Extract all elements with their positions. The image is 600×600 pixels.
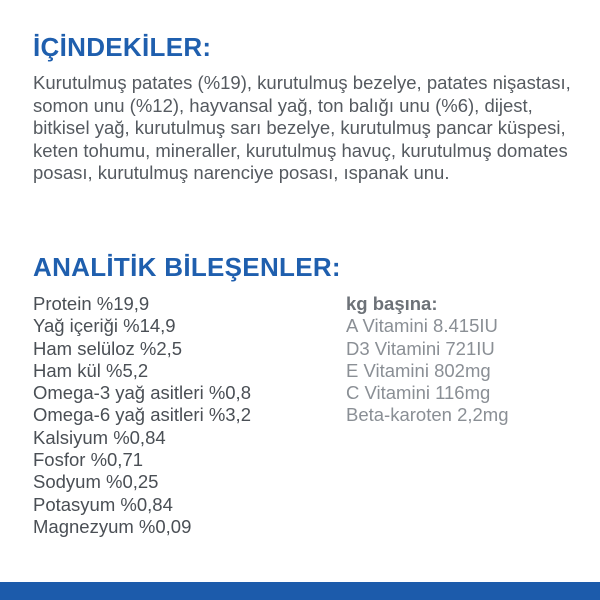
constituent-item: Ham selüloz %2,5 [33,337,183,359]
footer-color-bar [0,582,600,600]
vitamin-item: Beta-karoten 2,2mg [346,404,509,426]
constituent-item: Sodyum %0,25 [33,471,159,493]
ingredients-heading: İÇİNDEKİLER: [33,32,212,62]
ingredients-text: Kurutulmuş patates (%19), kurutulmuş bezelye, patates nişastası, somon unu (%12), hayvansal yağ, ton balığı unu (%6), dijest, bitkisel yağ, kurutulmuş sarı bezelye, kurutulmuş pancar küspesi, keten tohumu, mineraller, kurutulmuş havuç, kurutulmuş domates posası, kurutulmuş narenciye posası, ıspanak unu. [33,72,571,183]
constituent-item: Omega-6 yağ asitleri %3,2 [33,404,251,426]
constituent-item: Ham kül %5,2 [33,359,149,381]
analytical-constituents-heading: ANALİTİK BİLEŞENLER: [33,252,341,282]
constituent-item: Protein %19,9 [33,293,150,314]
vitamin-item: E Vitamini 802mg [346,359,491,381]
vitamin-item: A Vitamini 8.415IU [346,315,498,337]
analytical-constituents-list [33,293,333,538]
vitamins-per-kg-list [346,293,586,427]
constituent-item: Potasyum %0,84 [33,493,173,515]
constituent-item: Fosfor %0,71 [33,449,144,471]
constituent-item: Kalsiyum %0,84 [33,426,166,448]
per-kg-heading: kg başına: [346,293,438,314]
vitamin-item: C Vitamini 116mg [346,382,491,404]
constituent-item: Magnezyum %0,09 [33,515,192,537]
constituent-item: Yağ içeriği %14,9 [33,315,176,337]
vitamin-item: D3 Vitamini 721IU [346,337,495,359]
constituent-item: Omega-3 yağ asitleri %0,8 [33,382,251,404]
